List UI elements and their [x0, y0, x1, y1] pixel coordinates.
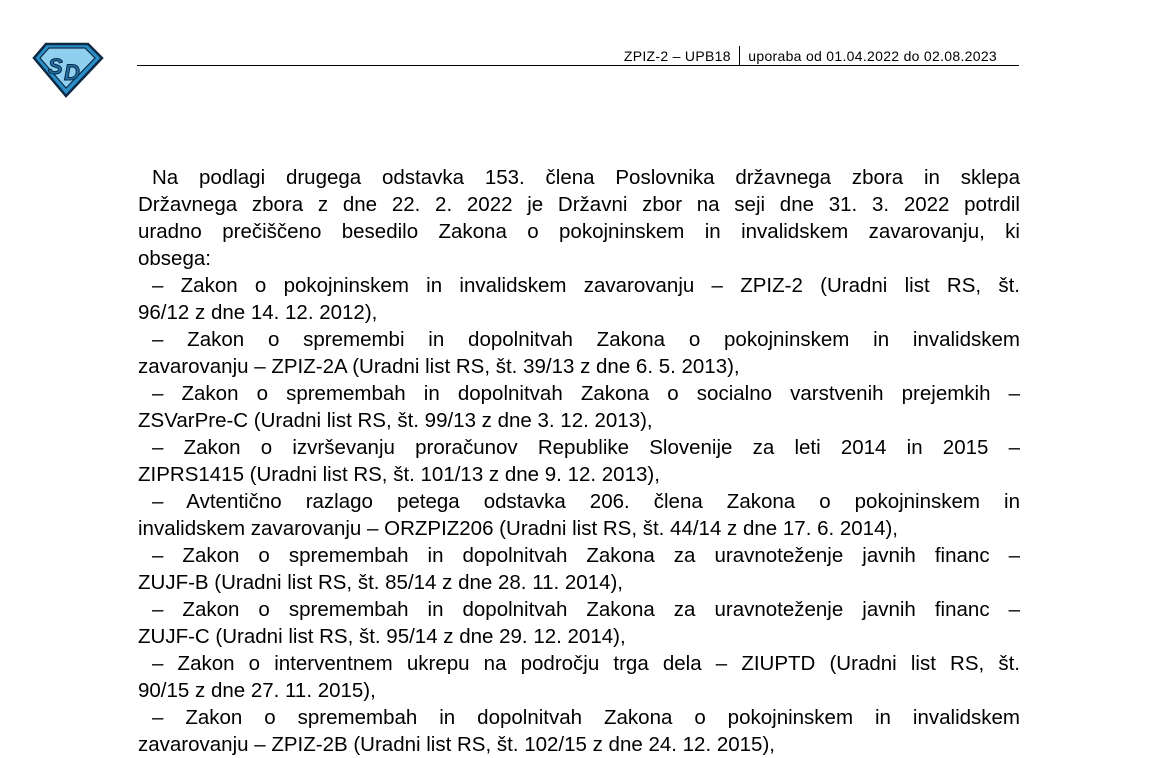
list-item [138, 650, 1020, 704]
list-item [138, 704, 1020, 758]
text-line: ZUJF-C (Uradni list RS, št. 95/14 z dne 29. 12. 2014), [138, 625, 626, 648]
list-item [138, 380, 1020, 434]
text-line: ZUJF-B (Uradni list RS, št. 85/14 z dne 28. 11. 2014), [138, 571, 623, 594]
text-line: zavarovanju – ZPIZ-2A (Uradni list RS, št. 39/13 z dne 6. 5. 2013), [138, 355, 740, 378]
text-line: 96/12 z dne 14. 12. 2012), [138, 301, 378, 324]
text-line: – Zakon o spremembah in dopolnitvah Zakona za uravnoteženje javnih financ – [152, 598, 1020, 621]
text-line: ZIPRS1415 (Uradni list RS, št. 101/13 z dne 9. 12. 2013), [138, 463, 660, 486]
text-line: – Zakon o izvrševanju proračunov Republike Slovenije za leti 2014 in 2015 – [152, 436, 1020, 459]
text-line: zavarovanju – ZPIZ-2B (Uradni list RS, št. 102/15 z dne 24. 12. 2015), [138, 733, 775, 756]
text-line: – Zakon o spremembah in dopolnitvah Zakona o socialno varstvenih prejemkih – [152, 382, 1020, 405]
svg-text:S: S [48, 54, 63, 79]
text-line: ZSVarPre-C (Uradni list RS, št. 99/13 z dne 3. 12. 2013), [138, 409, 653, 432]
list-item [138, 326, 1020, 380]
text-line: 90/15 z dne 27. 11. 2015), [138, 679, 376, 702]
page-header [137, 45, 1019, 66]
text-line: Državnega zbora z dne 22. 2. 2022 je Državni zbor na seji dne 31. 3. 2022 potrdil [138, 193, 1020, 216]
text-line: Na podlagi drugega odstavka 153. člena Poslovnika državnega zbora in sklepa [152, 166, 1020, 189]
document-body [138, 164, 1020, 758]
list-item [138, 434, 1020, 488]
text-line: – Avtentično razlago petega odstavka 206. člena Zakona o pokojninskem in [152, 490, 1020, 513]
list-item [138, 542, 1020, 596]
list-item [138, 596, 1020, 650]
text-line: – Zakon o spremembah in dopolnitvah Zakona za uravnoteženje javnih financ – [152, 544, 1020, 567]
logo-icon [30, 40, 104, 98]
text-line: – Zakon o spremembah in dopolnitvah Zakona o pokojninskem in invalidskem [152, 706, 1020, 729]
validity-period: uporaba od 01.04.2022 do 02.08.2023 [748, 47, 997, 64]
text-line: obsega: [138, 247, 211, 270]
list-item [138, 272, 1020, 326]
text-line: invalidskem zavarovanju – ORZPIZ206 (Uradni list RS, št. 44/14 z dne 17. 6. 2014), [138, 517, 899, 540]
header-divider [739, 46, 741, 65]
text-line: – Zakon o spremembi in dopolnitvah Zakona o pokojninskem in invalidskem [152, 328, 1020, 351]
intro-paragraph [138, 164, 1020, 272]
text-line: – Zakon o interventnem ukrepu na področju trga dela – ZIUPTD (Uradni list RS, št. [152, 652, 1020, 675]
list-item [138, 488, 1020, 542]
text-line: uradno prečiščeno besedilo Zakona o pokojninskem in invalidskem zavarovanju, ki [138, 220, 1020, 243]
svg-text:D: D [64, 60, 80, 85]
text-line: – Zakon o pokojninskem in invalidskem zavarovanju – ZPIZ-2 (Uradni list RS, št. [152, 274, 1020, 297]
document-id: ZPIZ-2 – UPB18 [623, 47, 731, 64]
